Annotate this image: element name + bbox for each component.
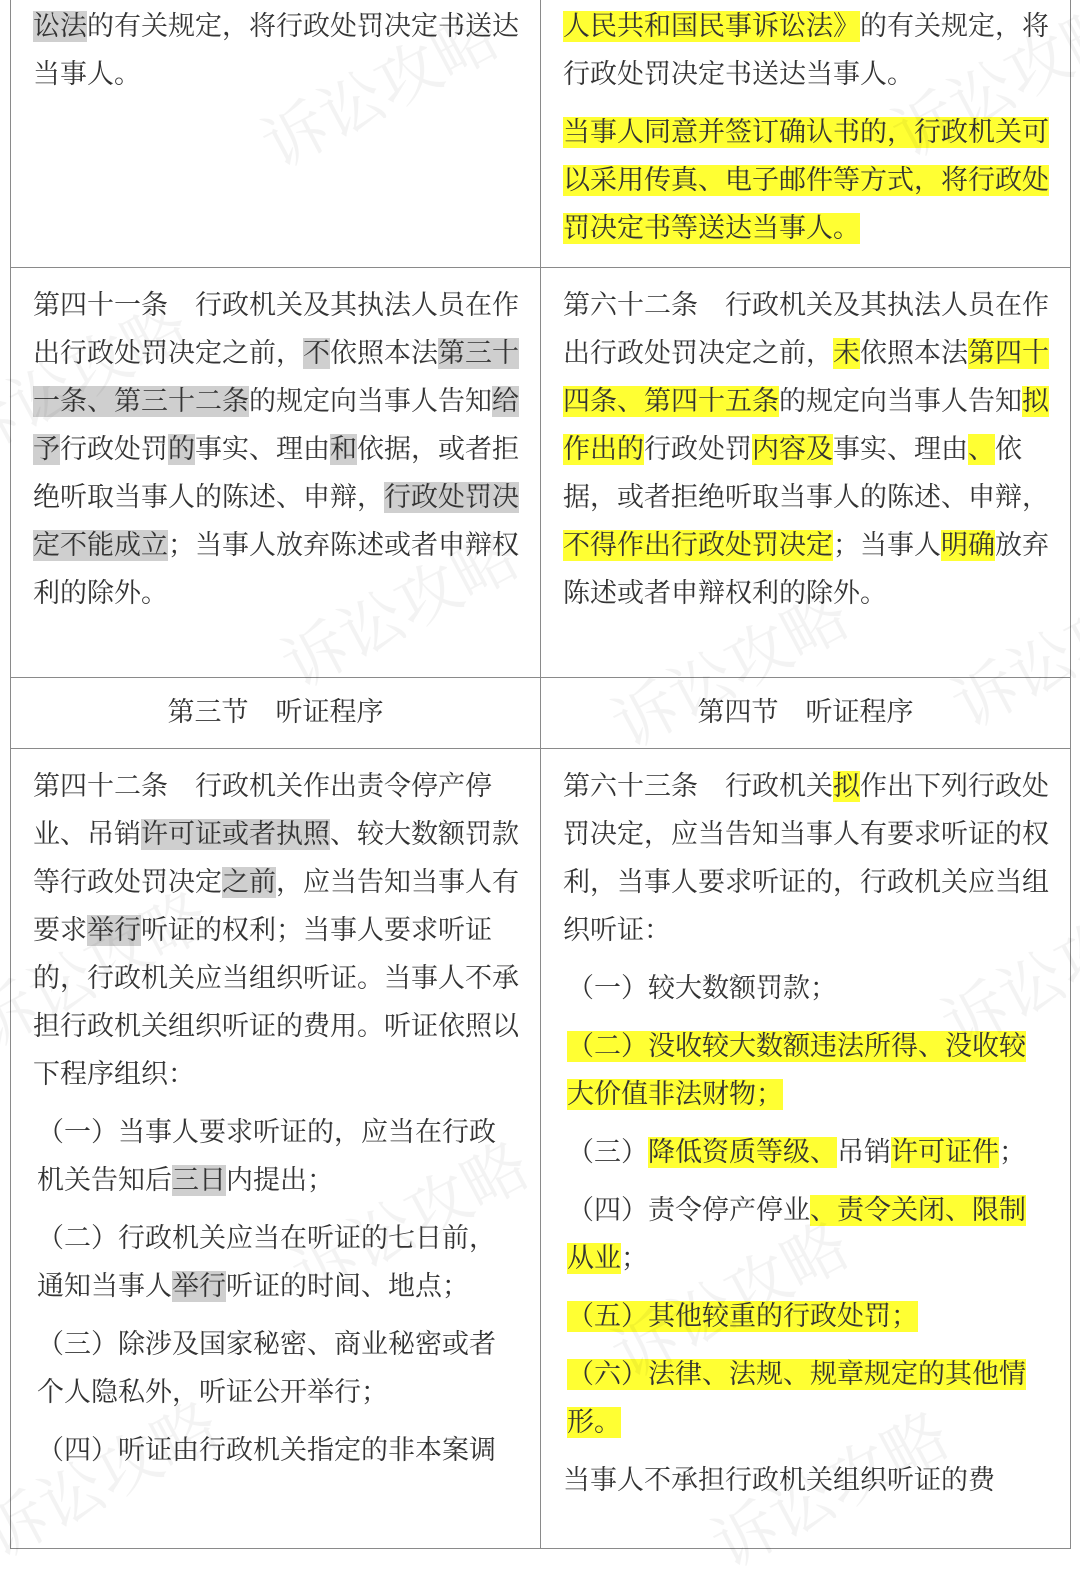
old-law-cell bbox=[11, 268, 541, 678]
highlighted-text: 举行 bbox=[87, 915, 141, 946]
highlighted-text: 当事人同意并签订确认书的，行政机关可以采用传真、电子邮件等方式，将行政处罚决定书等送达当事人。 bbox=[563, 117, 1049, 244]
text-segment: （四）听证由行政机关指定的非本案调 bbox=[37, 1435, 496, 1466]
highlighted-text: （五）其他较重的行政处罚； bbox=[567, 1301, 918, 1332]
highlighted-text: 之前 bbox=[222, 867, 276, 898]
paragraph bbox=[33, 1427, 520, 1475]
paragraph bbox=[33, 763, 520, 1099]
old-law-cell bbox=[11, 0, 541, 268]
highlighted-text: 不得作出行政处罚决定 bbox=[563, 530, 833, 561]
text-segment: ； bbox=[999, 1137, 1026, 1168]
highlighted-text: 、责令关闭、限制从业 bbox=[567, 1195, 1026, 1274]
text-segment: ；当事人放弃陈述或者申辩权利的除外。 bbox=[33, 530, 519, 609]
paragraph bbox=[563, 1457, 1050, 1505]
section-heading-row bbox=[11, 678, 1071, 749]
text-segment: （四）责令停产停业 bbox=[567, 1195, 810, 1226]
text-segment: 行政处罚 bbox=[644, 434, 752, 465]
text-segment: 的有关规定，将行政处罚决定书送达当事人。 bbox=[563, 11, 1049, 90]
paragraph bbox=[563, 1129, 1050, 1177]
highlighted-text: （六）法律、法规、规章规定的其他情形。 bbox=[567, 1359, 1026, 1438]
text-segment: ，应当告知当事人有要求 bbox=[33, 867, 519, 946]
text-segment: 当事人不承担行政机关组织听证的费 bbox=[563, 1465, 995, 1496]
text-segment: 第六十二条 行政机关及其执法人员在作出行政处罚决定之前， bbox=[563, 290, 1049, 369]
section-heading bbox=[541, 689, 1070, 737]
highlighted-text: 内容及 bbox=[752, 434, 833, 465]
paragraph bbox=[33, 1215, 520, 1311]
paragraph bbox=[33, 3, 520, 99]
paragraph bbox=[33, 282, 520, 618]
paragraph bbox=[563, 1187, 1050, 1283]
highlighted-text: 举行 bbox=[172, 1271, 226, 1302]
new-law-cell bbox=[541, 749, 1071, 1549]
text-segment: 第四十二条 行政机关作出责令停产停业、吊销 bbox=[33, 771, 492, 850]
text-segment: （三） bbox=[567, 1137, 648, 1168]
text-segment: 依据，或者拒绝听取当事人的陈述、申辩， bbox=[33, 434, 519, 513]
text-segment: （一）当事人要求听证的，应当在行政机关告知后 bbox=[37, 1117, 496, 1196]
paragraph bbox=[33, 1109, 520, 1205]
text-segment: 放弃陈述或者申辩权利的除外。 bbox=[563, 530, 1049, 609]
text-segment: 内提出； bbox=[226, 1165, 334, 1196]
paragraph bbox=[563, 965, 1050, 1013]
highlighted-text: 许可证或者执照 bbox=[141, 819, 330, 850]
text-segment: 第三节 听证程序 bbox=[167, 697, 384, 728]
text-segment: ；当事人 bbox=[833, 530, 941, 561]
text-segment: 的规定向当事人告知 bbox=[779, 386, 1022, 417]
text-segment: 的有关规定，将行政处罚决定书送达当事人。 bbox=[33, 11, 519, 90]
paragraph bbox=[563, 109, 1050, 253]
text-segment: 吊销 bbox=[837, 1137, 891, 1168]
highlighted-text: 许可证件 bbox=[891, 1137, 999, 1168]
highlighted-text: 和 bbox=[330, 434, 357, 465]
text-segment: 第四十一条 行政机关及其执法人员在作出行政处罚决定之前， bbox=[33, 290, 519, 369]
text-segment: 作出下列行政处罚决定，应当告知当事人有要求听证的权利，当事人要求听证的，行政机关应当组织听证： bbox=[563, 771, 1049, 946]
text-segment: 的规定向当事人告知 bbox=[249, 386, 492, 417]
highlighted-text: 不 bbox=[303, 338, 330, 369]
highlighted-text: 的 bbox=[168, 434, 195, 465]
text-segment: 听证的权利；当事人要求听证的，行政机关应当组织听证。当事人不承担行政机关组织听证的费用。听证依照以下程序组织： bbox=[33, 915, 519, 1090]
highlighted-text: 拟作出的 bbox=[563, 386, 1049, 465]
highlighted-text: 给予 bbox=[33, 386, 519, 465]
highlighted-text: 行政处罚决定不能成立 bbox=[33, 482, 519, 561]
text-segment: 听证的时间、地点； bbox=[226, 1271, 469, 1302]
article-row bbox=[11, 749, 1071, 1549]
paragraph bbox=[563, 1293, 1050, 1341]
highlighted-text: 第三十一条、第三十二条 bbox=[33, 338, 519, 417]
highlighted-text: 明确 bbox=[941, 530, 995, 561]
text-segment: 依据，或者拒绝听取当事人的陈述、申辩， bbox=[563, 434, 1049, 513]
paragraph bbox=[563, 3, 1050, 99]
new-law-cell bbox=[541, 0, 1071, 268]
old-law-cell bbox=[11, 749, 541, 1549]
paragraph bbox=[563, 763, 1050, 955]
highlighted-text: 降低资质等级、 bbox=[648, 1137, 837, 1168]
paragraph bbox=[563, 1023, 1050, 1119]
highlighted-text: 、 bbox=[968, 434, 995, 465]
table-body bbox=[11, 0, 1071, 1549]
text-segment: 第六十三条 行政机关 bbox=[563, 771, 833, 802]
highlighted-text: 人民共和国民事诉讼法》 bbox=[563, 11, 860, 42]
new-law-cell bbox=[541, 678, 1071, 749]
paragraph bbox=[563, 1351, 1050, 1447]
highlighted-text: （二）没收较大数额违法所得、没收较大价值非法财物； bbox=[567, 1031, 1026, 1110]
text-segment: （一）较大数额罚款； bbox=[567, 973, 837, 1004]
text-segment: （二）行政机关应当在听证的七日前，通知当事人 bbox=[37, 1223, 496, 1302]
text-segment: 依照本法 bbox=[860, 338, 968, 369]
text-segment: 依照本法 bbox=[330, 338, 438, 369]
article-row bbox=[11, 268, 1071, 678]
highlighted-text: 未 bbox=[833, 338, 860, 369]
article-row bbox=[11, 0, 1071, 268]
text-segment: 事实、理由 bbox=[833, 434, 968, 465]
highlighted-text: 拟 bbox=[833, 771, 860, 802]
text-segment: 第四节 听证程序 bbox=[697, 697, 914, 728]
text-segment: 行政处罚 bbox=[60, 434, 168, 465]
text-segment: ； bbox=[621, 1243, 648, 1274]
highlighted-text: 第四十四条、第四十五条 bbox=[563, 338, 1049, 417]
text-segment: 、较大数额罚款等行政处罚决定 bbox=[33, 819, 519, 898]
highlighted-text: 讼法 bbox=[33, 11, 87, 42]
paragraph bbox=[33, 1321, 520, 1417]
text-segment: （三）除涉及国家秘密、商业秘密或者个人隐私外，听证公开举行； bbox=[37, 1329, 496, 1408]
highlighted-text: 三日 bbox=[172, 1165, 226, 1196]
new-law-cell bbox=[541, 268, 1071, 678]
text-segment: 事实、理由 bbox=[195, 434, 330, 465]
paragraph bbox=[563, 282, 1050, 618]
old-law-cell bbox=[11, 678, 541, 749]
section-heading bbox=[11, 689, 540, 737]
law-comparison-table bbox=[10, 0, 1071, 1549]
